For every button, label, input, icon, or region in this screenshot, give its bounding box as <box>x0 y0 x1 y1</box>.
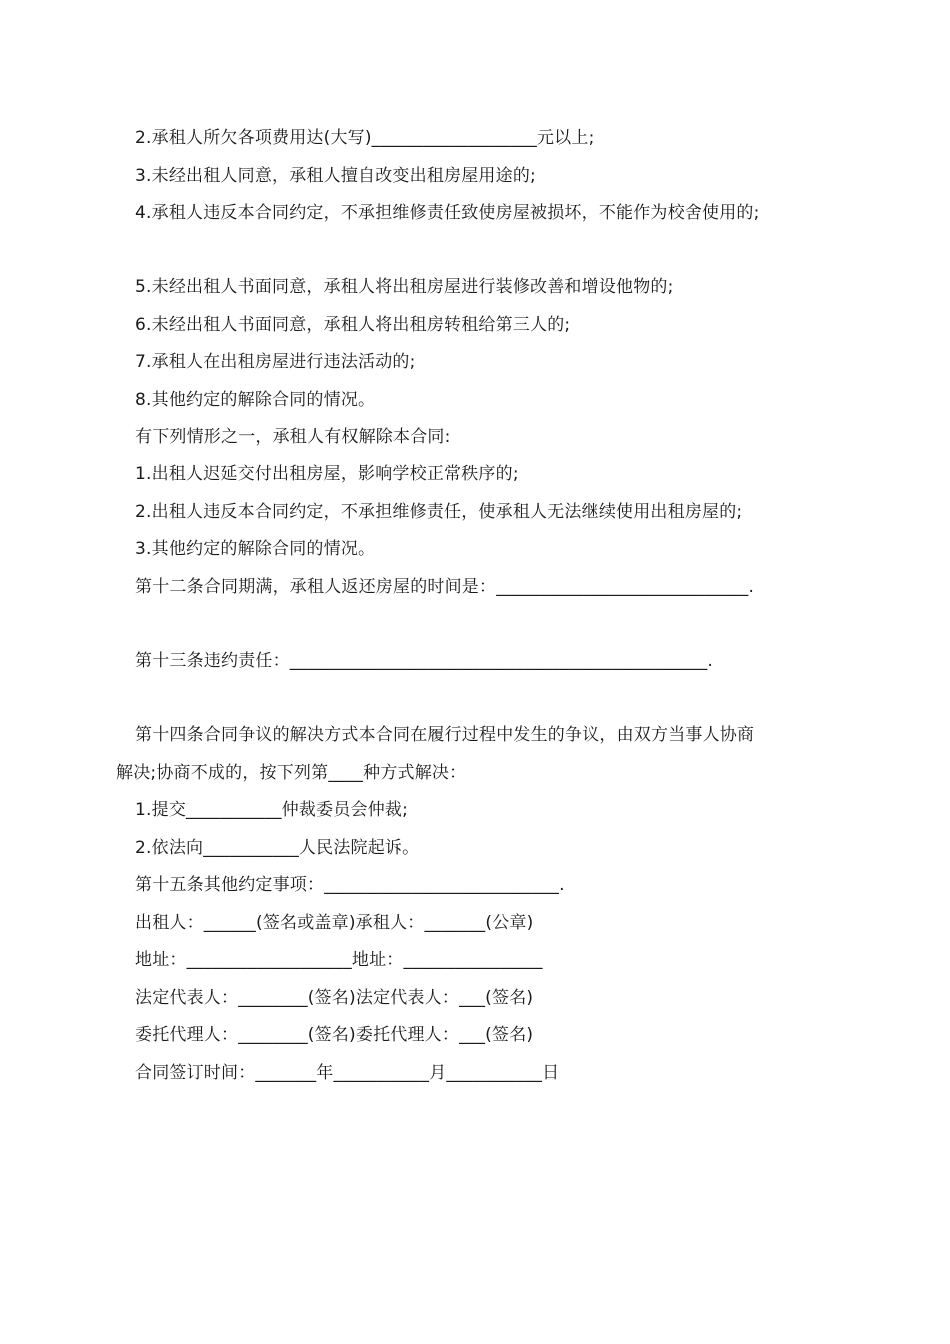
article-14-dispute: 第十四条合同争议的解决方式本合同在履行过程中发生的争议，由双方当事人协商 <box>135 725 755 745</box>
signature-address: 地址：___________________地址：________________ <box>135 950 543 970</box>
lessee-item-2-repair: 2.出租人违反本合同约定，不承担维修责任，使承租人无法继续使用出租房屋的; <box>135 502 743 522</box>
clause-item-6-sublet: 6.未经出租人书面同意，承租人将出租房转租给第三人的; <box>135 315 571 335</box>
dispute-option-1-arbitration: 1.提交___________仲裁委员会仲裁; <box>135 800 409 820</box>
article-15-other: 第十五条其他约定事项：___________________________. <box>135 875 565 895</box>
dispute-option-2-court: 2.依法向___________人民法院起诉。 <box>135 838 420 858</box>
clause-item-8-other: 8.其他约定的解除合同的情况。 <box>135 390 376 410</box>
lessee-termination-heading: 有下列情形之一，承租人有权解除本合同: <box>135 427 451 447</box>
clause-item-4-damage: 4.承租人违反本合同约定，不承担维修责任致使房屋被损坏，不能作为校舍使用的; <box>135 203 760 223</box>
signature-agent: 委托代理人：________(签名)委托代理人：___(签名) <box>135 1025 534 1045</box>
signature-legal-rep: 法定代表人：________(签名)法定代表人：___(签名) <box>135 988 534 1008</box>
clause-item-5-renovation: 5.未经出租人书面同意，承租人将出租房屋进行装修改善和增设他物的; <box>135 277 674 297</box>
signature-parties: 出租人：______(签名或盖章)承租人：_______(公章) <box>135 913 534 933</box>
lessee-item-1-delay: 1.出租人迟延交付出租房屋，影响学校正常秩序的; <box>135 464 519 484</box>
clause-item-3-use: 3.未经出租人同意，承租人擅自改变出租房屋用途的; <box>135 166 536 186</box>
article-14-dispute-continued: 解决;协商不成的，按下列第____种方式解决： <box>116 763 467 783</box>
article-12-return: 第十二条合同期满，承租人返还房屋的时间是：_____________________________. <box>135 577 755 597</box>
lessee-item-3-other: 3.其他约定的解除合同的情况。 <box>135 539 376 559</box>
clause-item-7-illegal: 7.承租人在出租房屋进行违法活动的; <box>135 352 416 372</box>
article-13-liability: 第十三条违约责任：________________________________________________. <box>135 651 714 671</box>
clause-item-2-fee: 2.承租人所欠各项费用达(大写)___________________元以上; <box>135 128 595 148</box>
signature-date: 合同签订时间：_______年___________月___________日 <box>135 1063 560 1083</box>
